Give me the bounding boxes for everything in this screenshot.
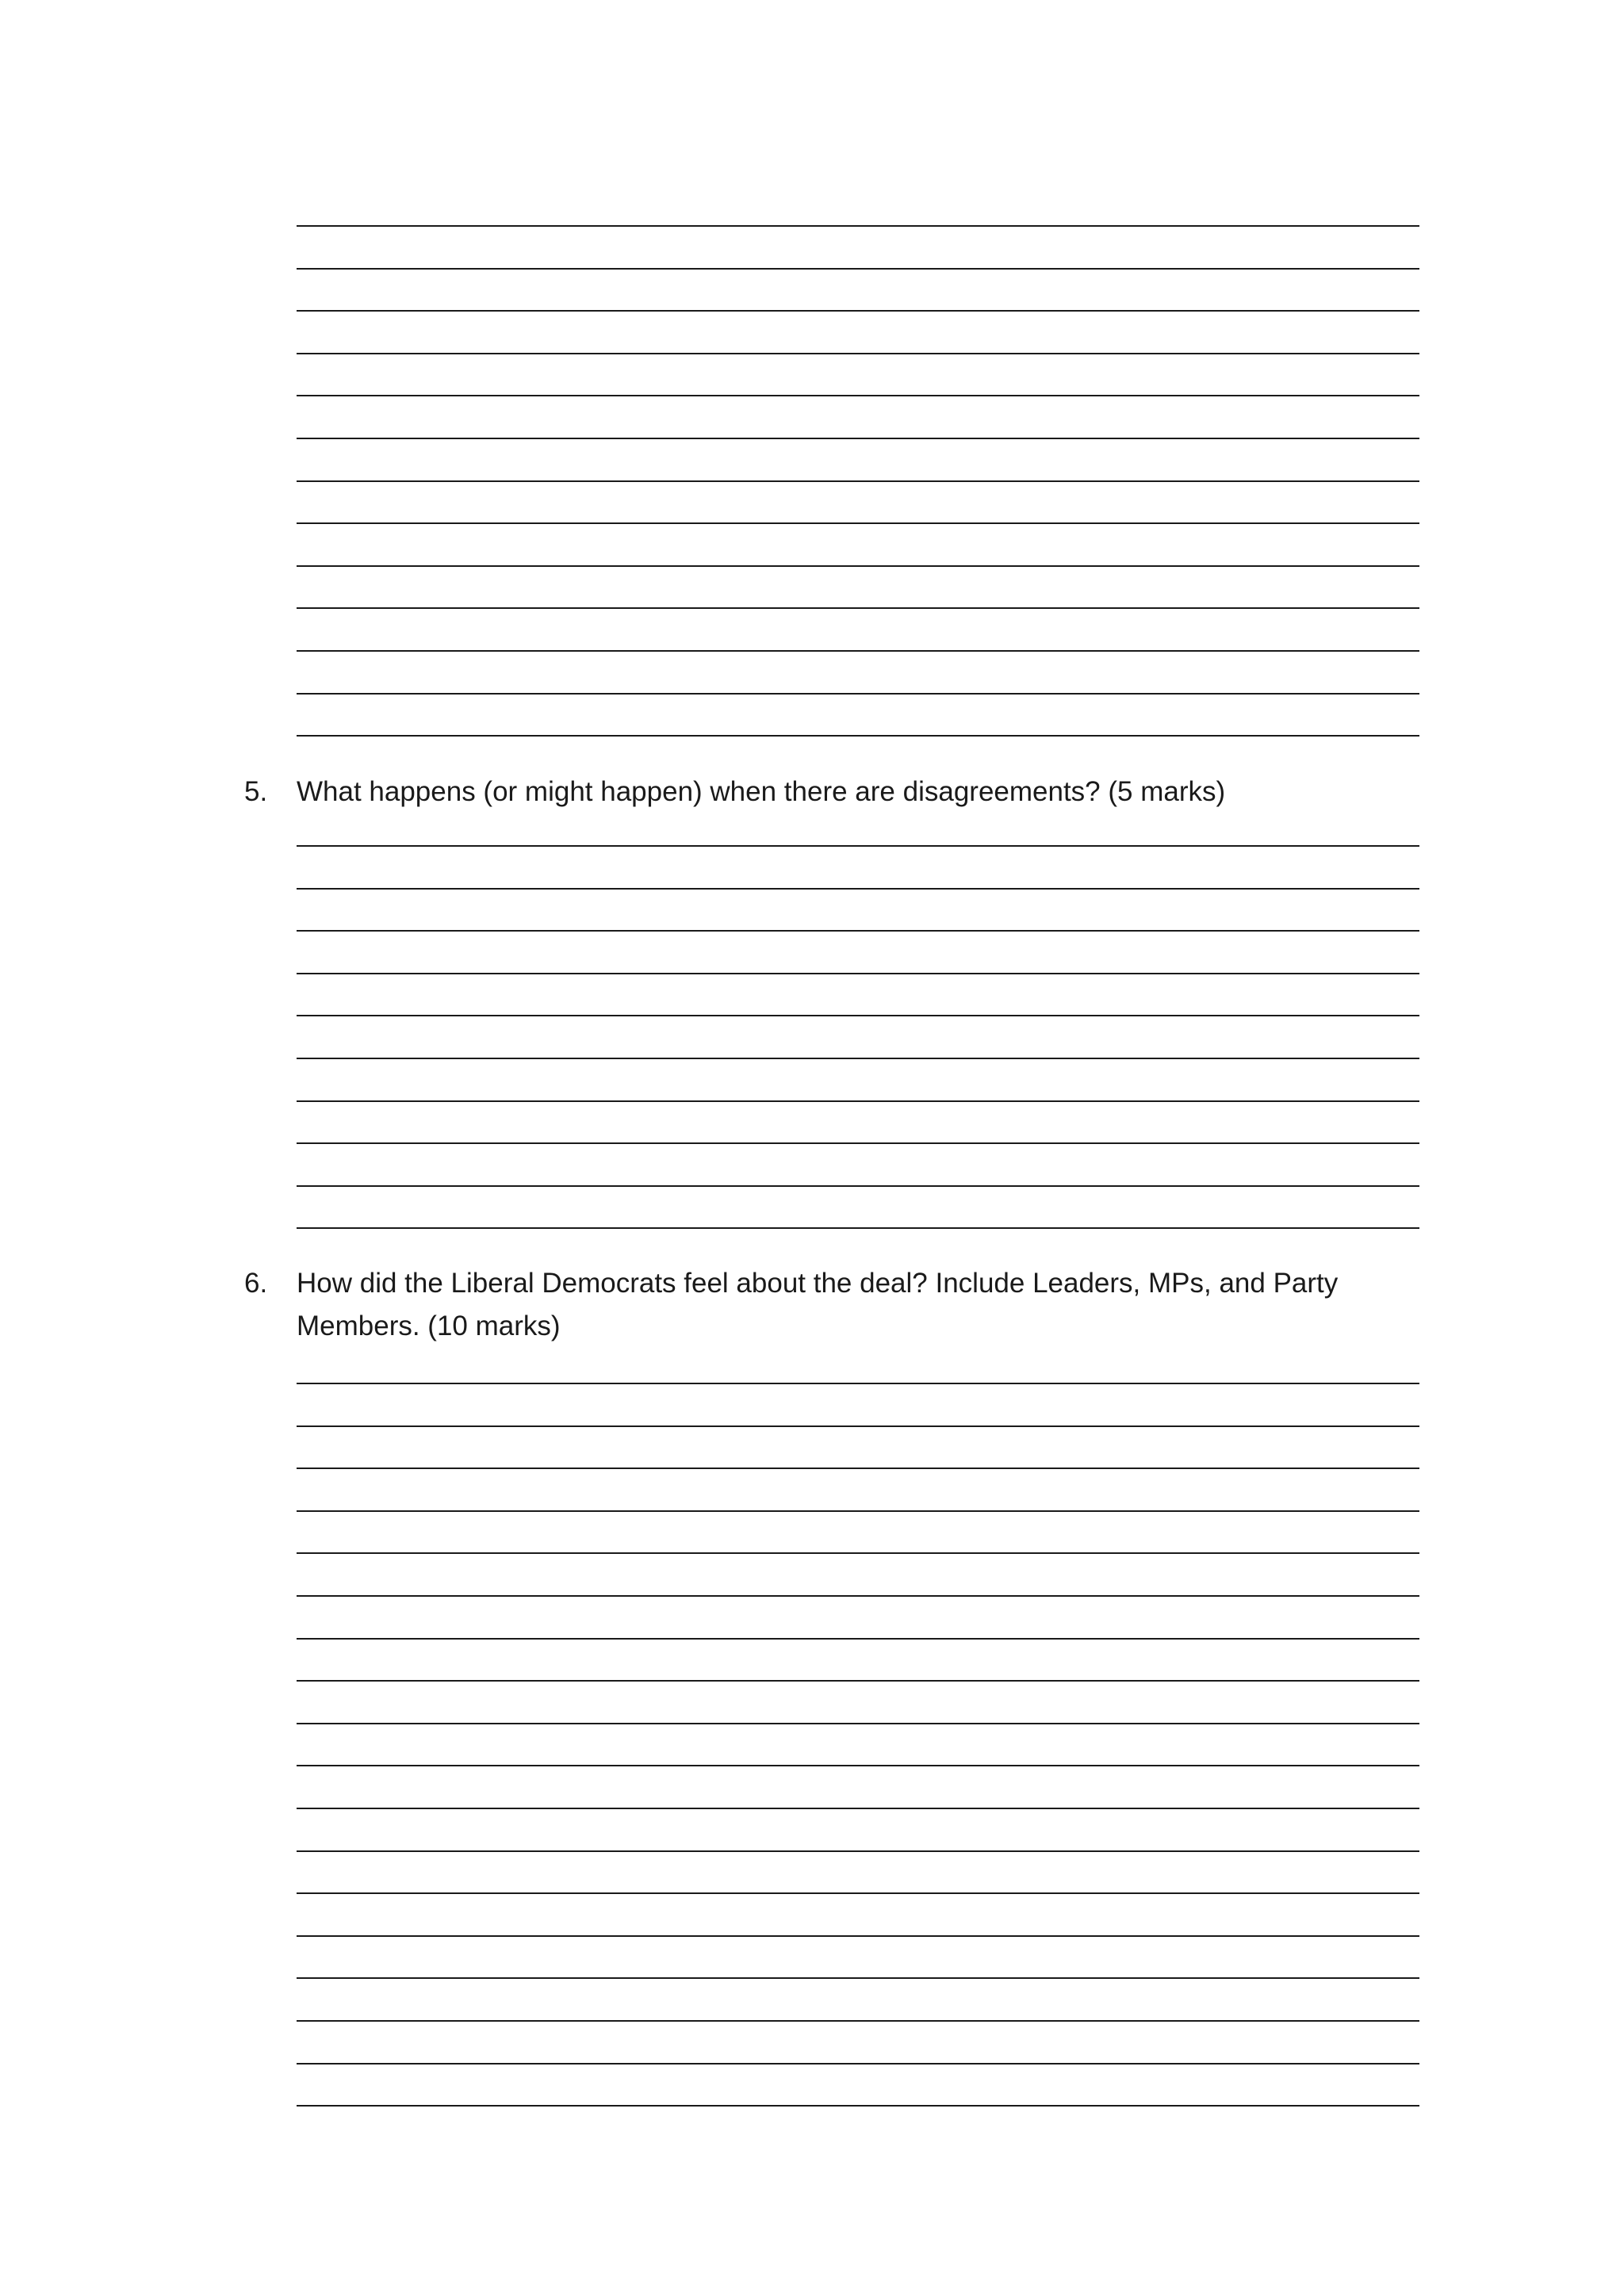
answer-line[interactable] [297, 930, 1419, 932]
answer-line[interactable] [297, 1723, 1419, 1724]
answer-line[interactable] [297, 353, 1419, 354]
answer-line[interactable] [297, 1015, 1419, 1016]
answer-line[interactable] [297, 268, 1419, 270]
answer-line[interactable] [297, 225, 1419, 227]
answer-line[interactable] [297, 973, 1419, 974]
answer-line[interactable] [297, 2020, 1419, 2022]
answer-line[interactable] [297, 1765, 1419, 1766]
answer-line[interactable] [297, 522, 1419, 524]
answer-line[interactable] [297, 438, 1419, 439]
answer-line[interactable] [297, 1638, 1419, 1640]
answer-line[interactable] [297, 735, 1419, 737]
answer-line[interactable] [297, 888, 1419, 890]
answer-line[interactable] [297, 650, 1419, 652]
answer-line[interactable] [297, 1850, 1419, 1852]
answer-line[interactable] [297, 1425, 1419, 1427]
answer-line[interactable] [297, 1680, 1419, 1682]
question-text: How did the Liberal Democrats feel about the deal? Include Leaders, MPs, and Party Members. (10 marks) [297, 1268, 1339, 1341]
question-number: 5. [244, 776, 268, 807]
answer-line[interactable] [297, 1100, 1419, 1102]
answer-line[interactable] [297, 310, 1419, 312]
answer-line[interactable] [297, 1892, 1419, 1894]
answer-line[interactable] [297, 1227, 1419, 1229]
answer-line[interactable] [297, 1468, 1419, 1469]
question-text: What happens (or might happen) when there are disagreements? (5 marks) [297, 776, 1226, 807]
answer-line[interactable] [297, 480, 1419, 482]
answer-line[interactable] [297, 693, 1419, 695]
answer-line[interactable] [297, 565, 1419, 567]
answer-line[interactable] [297, 1510, 1419, 1512]
answer-line[interactable] [297, 2105, 1419, 2107]
question-number: 6. [244, 1268, 268, 1299]
answer-line[interactable] [297, 1383, 1419, 1384]
answer-line[interactable] [297, 1977, 1419, 1979]
answer-line[interactable] [297, 1808, 1419, 1809]
answer-line[interactable] [297, 1595, 1419, 1597]
answer-line[interactable] [297, 2063, 1419, 2064]
answer-line[interactable] [297, 1142, 1419, 1144]
answer-line[interactable] [297, 1058, 1419, 1059]
answer-line[interactable] [297, 1185, 1419, 1187]
answer-line[interactable] [297, 845, 1419, 847]
answer-line[interactable] [297, 1935, 1419, 1937]
answer-line[interactable] [297, 607, 1419, 609]
answer-line[interactable] [297, 1552, 1419, 1554]
answer-line[interactable] [297, 395, 1419, 396]
